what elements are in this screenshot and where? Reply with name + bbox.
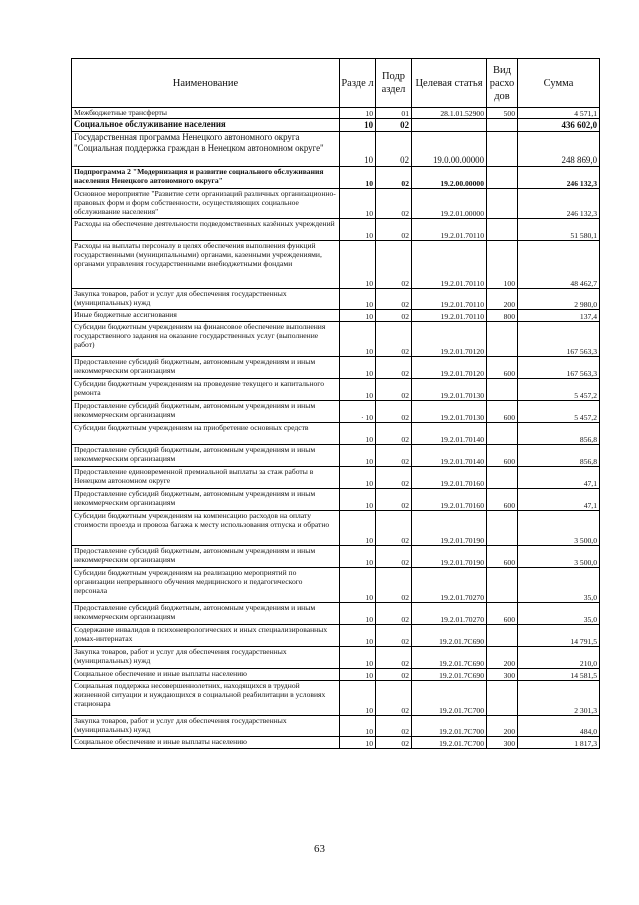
- row-name: Предоставление субсидий бюджетным, автономным учреждениям и иным некоммерческим организациям: [72, 401, 340, 423]
- row-razdel: 10: [340, 357, 376, 379]
- table-row: [72, 379, 600, 401]
- row-summa: 856,8: [518, 445, 600, 467]
- row-summa: 14 791,5: [518, 625, 600, 647]
- row-podrazdel: 02: [376, 467, 412, 489]
- row-cel: 19.2.01.70130: [412, 379, 487, 401]
- row-summa: 5 457,2: [518, 401, 600, 423]
- table-row: [72, 737, 600, 749]
- row-cel: 28.1.01.52900: [412, 108, 487, 119]
- row-cel: 19.2.01.7С700: [412, 681, 487, 716]
- row-razdel: 10: [340, 310, 376, 322]
- row-summa: 137,4: [518, 310, 600, 322]
- row-cel: 19.2.01.7С700: [412, 737, 487, 749]
- row-name: Закупка товаров, работ и услуг для обеспечения государственных (муниципальных) нужд: [72, 289, 340, 310]
- row-vid: 200: [487, 289, 518, 310]
- header-summa: Сумма: [518, 59, 600, 108]
- row-razdel: 10: [340, 511, 376, 546]
- row-podrazdel: 02: [376, 132, 412, 167]
- row-name: Межбюджетные трансферты: [72, 108, 340, 119]
- row-vid: 300: [487, 737, 518, 749]
- row-podrazdel: 02: [376, 603, 412, 625]
- row-name: Подпрограмма 2 "Модернизация и развитие социального обслуживания населения Ненецкого автономного округа": [72, 167, 340, 189]
- row-vid: 600: [487, 357, 518, 379]
- table-row: [72, 489, 600, 511]
- header-razdel: Разде л: [340, 59, 376, 108]
- row-podrazdel: 01: [376, 108, 412, 119]
- row-vid: [487, 189, 518, 219]
- row-podrazdel: 02: [376, 167, 412, 189]
- row-vid: [487, 511, 518, 546]
- row-summa: 3 500,0: [518, 546, 600, 568]
- header-podrazdel: Подр аздел: [376, 59, 412, 108]
- row-cel: 19.2.01.70190: [412, 511, 487, 546]
- row-cel: 19.2.01.7С690: [412, 669, 487, 681]
- table-row: [72, 511, 600, 546]
- row-summa: 856,8: [518, 423, 600, 445]
- row-vid: [487, 119, 518, 132]
- row-podrazdel: 02: [376, 647, 412, 669]
- row-summa: 246 132,3: [518, 167, 600, 189]
- table-row: [72, 322, 600, 357]
- row-cel: 19.2.01.70190: [412, 546, 487, 568]
- row-razdel: 10: [340, 737, 376, 749]
- row-cel: 19.2.01.70110: [412, 219, 487, 241]
- row-name: Предоставление субсидий бюджетным, автономным учреждениям и иным некоммерческим организациям: [72, 357, 340, 379]
- row-name: Закупка товаров, работ и услуг для обеспечения государственных (муниципальных) нужд: [72, 647, 340, 669]
- row-razdel: 10: [340, 108, 376, 119]
- row-name: Социальная поддержка несовершеннолетних, находящихся в трудной жизненной ситуации и нуждающихся в социальной реабилитации в условиях стационара: [72, 681, 340, 716]
- table-row: [72, 357, 600, 379]
- row-summa: 2 980,0: [518, 289, 600, 310]
- table-row: [72, 546, 600, 568]
- row-razdel: 10: [340, 625, 376, 647]
- row-vid: 600: [487, 445, 518, 467]
- row-vid: [487, 379, 518, 401]
- row-summa: 1 817,3: [518, 737, 600, 749]
- row-vid: 600: [487, 546, 518, 568]
- row-name: Государственная программа Ненецкого автономного округа "Социальная поддержка граждан в Ненецком автономном округе": [72, 132, 340, 167]
- row-summa: 248 869,0: [518, 132, 600, 167]
- row-name: Социальное обеспечение и иные выплаты населению: [72, 737, 340, 749]
- table-row: [72, 167, 600, 189]
- row-podrazdel: 02: [376, 322, 412, 357]
- row-name: Социальное обеспечение и иные выплаты населению: [72, 669, 340, 681]
- header-cel: Целевая статья: [412, 59, 487, 108]
- row-summa: 210,0: [518, 647, 600, 669]
- row-razdel: 10: [340, 568, 376, 603]
- row-razdel: 10: [340, 219, 376, 241]
- row-vid: 600: [487, 489, 518, 511]
- row-razdel: 10: [340, 289, 376, 310]
- table-row: [72, 445, 600, 467]
- row-name: Субсидии бюджетным учреждениям на компенсацию расходов на оплату стоимости проезда и провоза багажа к месту использования отпуска и обратно: [72, 511, 340, 546]
- row-summa: 51 580,1: [518, 219, 600, 241]
- row-vid: 300: [487, 669, 518, 681]
- row-vid: 500: [487, 108, 518, 119]
- row-cel: 19.2.01.7С700: [412, 716, 487, 737]
- row-cel: [412, 119, 487, 132]
- row-podrazdel: 02: [376, 401, 412, 423]
- table-row: [72, 219, 600, 241]
- table-row: [72, 119, 600, 132]
- row-cel: 19.2.01.70110: [412, 310, 487, 322]
- row-razdel: 10: [340, 681, 376, 716]
- table-row: [72, 189, 600, 219]
- row-razdel: 10: [340, 132, 376, 167]
- row-name: Расходы на обеспечение деятельности подведомственных казённых учреждений: [72, 219, 340, 241]
- budget-table: [71, 58, 600, 749]
- row-vid: [487, 132, 518, 167]
- row-vid: [487, 467, 518, 489]
- row-razdel: 10: [340, 445, 376, 467]
- row-razdel: 10: [340, 546, 376, 568]
- row-podrazdel: 02: [376, 357, 412, 379]
- row-summa: 5 457,2: [518, 379, 600, 401]
- row-razdel: 10: [340, 647, 376, 669]
- row-podrazdel: 02: [376, 219, 412, 241]
- table-row: [72, 467, 600, 489]
- header-name: Наименование: [72, 59, 340, 108]
- row-podrazdel: 02: [376, 669, 412, 681]
- row-summa: 14 581,5: [518, 669, 600, 681]
- table-row: [72, 681, 600, 716]
- row-vid: [487, 625, 518, 647]
- row-name: Иные бюджетные ассигнования: [72, 310, 340, 322]
- row-name: Социальное обслуживание населения: [72, 119, 340, 132]
- row-summa: 35,0: [518, 603, 600, 625]
- row-cel: 19.2.01.70270: [412, 568, 487, 603]
- table-row: [72, 568, 600, 603]
- table-row: [72, 603, 600, 625]
- row-summa: 484,0: [518, 716, 600, 737]
- row-name: Закупка товаров, работ и услуг для обеспечения государственных (муниципальных) нужд: [72, 716, 340, 737]
- row-summa: 48 462,7: [518, 241, 600, 289]
- row-cel: 19.2.01.70270: [412, 603, 487, 625]
- row-name: Основное мероприятие "Развитие сети организаций различных организационно-правовых форм и форм собственности, осуществляющих социальное обслуживание населения": [72, 189, 340, 219]
- row-name: Субсидии бюджетным учреждениям на реализацию мероприятий по организации непрерывного обучения медицинского и педагогического персонала: [72, 568, 340, 603]
- row-cel: 19.0.00.00000: [412, 132, 487, 167]
- row-cel: 19.2.00.00000: [412, 167, 487, 189]
- row-vid: 100: [487, 241, 518, 289]
- row-podrazdel: 02: [376, 379, 412, 401]
- row-name: Предоставление субсидий бюджетным, автономным учреждениям и иным некоммерческим организациям: [72, 546, 340, 568]
- row-razdel: 10: [340, 189, 376, 219]
- table-header-row: [72, 59, 600, 108]
- row-vid: [487, 423, 518, 445]
- row-vid: [487, 681, 518, 716]
- row-summa: 35,0: [518, 568, 600, 603]
- row-podrazdel: 02: [376, 310, 412, 322]
- row-vid: 600: [487, 603, 518, 625]
- row-name: Предоставление субсидий бюджетным, автономным учреждениям и иным некоммерческим организациям: [72, 489, 340, 511]
- row-razdel: 10: [340, 423, 376, 445]
- row-podrazdel: 02: [376, 716, 412, 737]
- row-razdel: 10: [340, 489, 376, 511]
- row-podrazdel: 02: [376, 489, 412, 511]
- row-summa: 167 563,3: [518, 322, 600, 357]
- row-summa: 2 301,3: [518, 681, 600, 716]
- row-podrazdel: 02: [376, 546, 412, 568]
- row-podrazdel: 02: [376, 189, 412, 219]
- table-row: [72, 669, 600, 681]
- row-razdel: 10: [340, 379, 376, 401]
- row-name: Субсидии бюджетным учреждениям на проведение текущего и капитального ремонта: [72, 379, 340, 401]
- row-razdel: 10: [340, 603, 376, 625]
- row-name: Содержание инвалидов в психоневрологических и иных специализированных домах-интернатах: [72, 625, 340, 647]
- row-vid: 200: [487, 716, 518, 737]
- row-summa: 246 132,3: [518, 189, 600, 219]
- row-vid: [487, 167, 518, 189]
- row-name: Расходы на выплаты персоналу в целях обеспечения выполнения функций государственными (муниципальными) органами, казенными учреждениями, органами управления государственными внебюджетными фондами: [72, 241, 340, 289]
- row-vid: [487, 219, 518, 241]
- row-podrazdel: 02: [376, 119, 412, 132]
- row-cel: 19.2.01.7С690: [412, 647, 487, 669]
- row-cel: 19.2.01.70120: [412, 357, 487, 379]
- row-cel: 19.2.01.70110: [412, 241, 487, 289]
- row-razdel: 10: [340, 167, 376, 189]
- row-summa: 4 571,1: [518, 108, 600, 119]
- row-cel: 19.2.01.70160: [412, 467, 487, 489]
- row-cel: 19.2.01.70140: [412, 445, 487, 467]
- row-cel: 19.2.01.70120: [412, 322, 487, 357]
- row-razdel: 10: [340, 467, 376, 489]
- row-vid: [487, 322, 518, 357]
- row-name: Предоставление субсидий бюджетным, автономным учреждениям и иным некоммерческим организациям: [72, 603, 340, 625]
- row-summa: 47,1: [518, 467, 600, 489]
- table-row: [72, 241, 600, 289]
- table-row: [72, 647, 600, 669]
- header-vid: Вид расхо дов: [487, 59, 518, 108]
- table-row: [72, 310, 600, 322]
- row-podrazdel: 02: [376, 241, 412, 289]
- table-row: [72, 423, 600, 445]
- row-podrazdel: 02: [376, 445, 412, 467]
- table-row: [72, 289, 600, 310]
- row-name: Субсидии бюджетным учреждениям на финансовое обеспечение выполнения государственного задания на оказание государственных услуг (выполнение работ): [72, 322, 340, 357]
- row-summa: 47,1: [518, 489, 600, 511]
- row-summa: 436 602,0: [518, 119, 600, 132]
- row-summa: 167 563,3: [518, 357, 600, 379]
- row-razdel: 10: [340, 322, 376, 357]
- row-name: Субсидии бюджетным учреждениям на приобретение основных средств: [72, 423, 340, 445]
- row-podrazdel: 02: [376, 568, 412, 603]
- row-podrazdel: 02: [376, 625, 412, 647]
- row-cel: 19.2.01.70140: [412, 423, 487, 445]
- row-cel: 19.2.01.70160: [412, 489, 487, 511]
- row-vid: 600: [487, 401, 518, 423]
- table-row: [72, 401, 600, 423]
- row-name: Предоставление субсидий бюджетным, автономным учреждениям и иным некоммерческим организациям: [72, 445, 340, 467]
- row-vid: 200: [487, 647, 518, 669]
- row-cel: 19.2.01.7С690: [412, 625, 487, 647]
- row-podrazdel: 02: [376, 737, 412, 749]
- table-row: [72, 108, 600, 119]
- row-podrazdel: 02: [376, 289, 412, 310]
- row-podrazdel: 02: [376, 423, 412, 445]
- row-razdel: 10: [340, 669, 376, 681]
- row-vid: [487, 568, 518, 603]
- row-name: Предоставление единовременной премиальной выплаты за стаж работы в Ненецком автономном округе: [72, 467, 340, 489]
- row-summa: 3 500,0: [518, 511, 600, 546]
- row-razdel: 10: [340, 716, 376, 737]
- row-razdel: · 10: [340, 401, 376, 423]
- row-razdel: 10: [340, 119, 376, 132]
- row-podrazdel: 02: [376, 511, 412, 546]
- row-cel: 19.2.01.70110: [412, 289, 487, 310]
- row-razdel: 10: [340, 241, 376, 289]
- row-podrazdel: 02: [376, 681, 412, 716]
- table-row: [72, 716, 600, 737]
- page-number: 63: [314, 843, 325, 855]
- row-cel: 19.2.01.00000: [412, 189, 487, 219]
- table-row: [72, 132, 600, 167]
- table-row: [72, 625, 600, 647]
- row-vid: 800: [487, 310, 518, 322]
- row-cel: 19.2.01.70130: [412, 401, 487, 423]
